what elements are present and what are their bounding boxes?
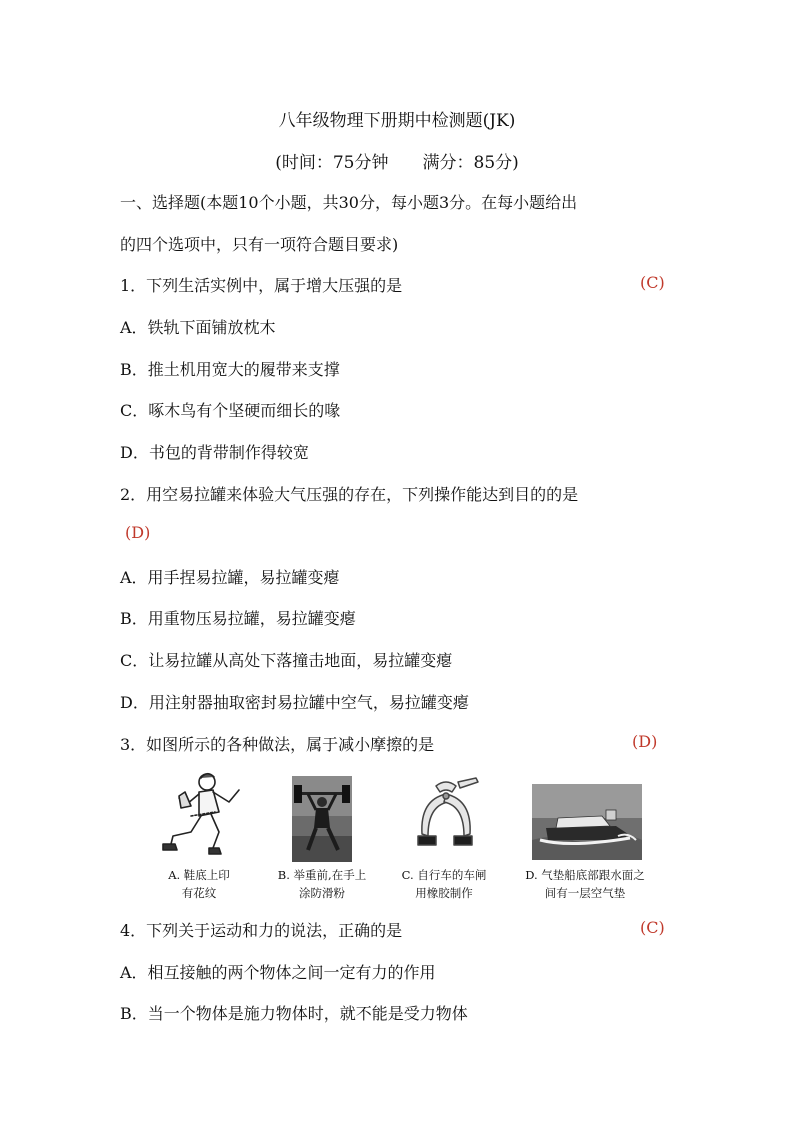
weightlifter-photo (292, 776, 352, 862)
figure-b-caption-line1: B. 举重前,在手上 (277, 868, 367, 882)
question-1-option-d: D．书包的背带制作得较宽 (120, 443, 309, 462)
question-2-answer: (D) (125, 523, 151, 542)
exam-info: (时间：75分钟 满分：85分) (275, 153, 519, 173)
question-2-option-c: C．让易拉罐从高处下落撞击地面，易拉罐变瘪 (120, 651, 453, 670)
page-title: 八年级物理下册期中检测题(JK) (278, 111, 516, 131)
question-4-stem: 4．下列关于运动和力的说法，正确的是 (120, 921, 403, 940)
question-1-option-b: B．推土机用宽大的履带来支撑 (120, 360, 340, 379)
bicycle-brake-icon (410, 776, 482, 860)
question-1-stem: 1．下列生活实例中，属于增大压强的是 (120, 276, 403, 295)
question-2-option-b: B．用重物压易拉罐，易拉罐变瘪 (120, 609, 356, 628)
figure-b-caption-line2: 涂防滑粉 (299, 886, 345, 900)
question-2-option-a: A．用手捏易拉罐，易拉罐变瘪 (120, 568, 340, 587)
hovercraft-photo (532, 784, 642, 860)
question-4-option-a: A．相互接触的两个物体之间一定有力的作用 (120, 963, 436, 982)
question-1-answer: (C) (640, 273, 665, 292)
figure-a-caption-line1: A. 鞋底上印 (168, 868, 230, 882)
figure-d-caption-line2: 间有一层空气垫 (544, 886, 626, 900)
figure-d-caption-line1: D. 气垫船底部跟水面之 (525, 868, 645, 882)
question-1-option-a: A．铁轨下面铺放枕木 (120, 318, 276, 337)
question-2-stem: 2．用空易拉罐来体验大气压强的存在，下列操作能达到目的的是 (120, 485, 579, 504)
figure-c-caption-line2: 用橡胶制作 (415, 886, 473, 900)
question-3-stem: 3．如图所示的各种做法，属于减小摩擦的是 (120, 735, 435, 754)
question-1-option-c: C．啄木鸟有个坚硬而细长的喙 (120, 401, 341, 420)
question-2-option-d: D．用注射器抽取密封易拉罐中空气，易拉罐变瘪 (120, 693, 469, 712)
section-heading-line2: 的四个选项中，只有一项符合题目要求) (120, 235, 399, 254)
question-4-answer: (C) (640, 918, 665, 937)
question-3-answer: (D) (632, 732, 658, 751)
figure-a-caption-line2: 有花纹 (181, 886, 217, 900)
runner-shoe-icon (155, 770, 250, 862)
figure-c-caption-line1: C. 自行车的车闸 (401, 868, 487, 882)
section-heading-line1: 一、选择题(本题10个小题，共30分，每小题3分。在每小题给出 (120, 193, 578, 212)
question-4-option-b: B．当一个物体是施力物体时，就不能是受力物体 (120, 1004, 468, 1023)
